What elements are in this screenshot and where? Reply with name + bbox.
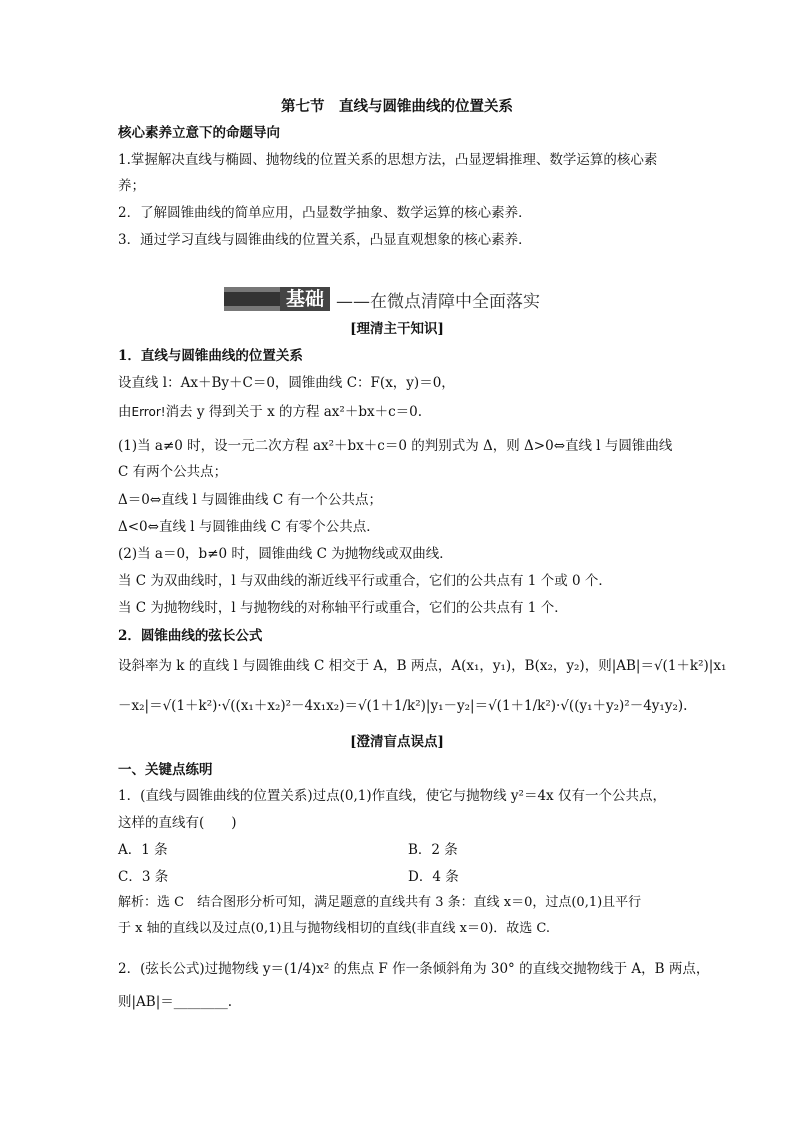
goal-line-2: 养； [118,178,145,194]
k1-line-4: C 有两个公共点； [118,464,228,480]
banner-decoration [224,287,280,311]
k1-line-8: 当 C 为双曲线时，l 与双曲线的渐近线平行或重合，它们的公共点有 1 个或 0 个． [118,573,612,589]
goal-line-3: 2．了解圆锥曲线的简单应用，凸显数学抽象、数学运算的核心素养． [118,205,532,221]
k1-line-1: 设直线 l：Ax＋By＋C＝0，圆锥曲线 C：F(x，y)＝0， [118,375,455,391]
banner-main: 基础 [280,287,330,311]
q1-line-1: 1．(直线与圆锥曲线的位置关系)过点(0,1)作直线，使它与抛物线 y²＝4x 仅有一个公共点， [118,788,666,804]
q1-option-b: B．2 条 [408,842,458,858]
k2-title: 2．圆锥曲线的弦长公式 [118,628,263,644]
part1-heading: 一、关键点练明 [118,762,213,778]
page-title: 第七节 直线与圆锥曲线的位置关系 [281,98,513,115]
banner-sub: ——在微点清障中全面落实 [336,291,541,312]
error-text: Error! [131,405,166,419]
q1-solution-1: 解析：选 C 结合图形分析可知，满足题意的直线共有 3 条：直线 x＝0，过点(0,1)且平行 [118,895,642,910]
q2-line-2: 则|AB|＝________. [118,994,233,1010]
k1-line-9: 当 C 为抛物线时，l 与抛物线的对称轴平行或重合，它们的公共点有 1 个． [118,600,568,616]
k1-line-2-text: 消去 y 得到关于 x 的方程 ax²＋bx＋c＝0. [165,404,423,420]
q1-line-2: 这样的直线有( ) [118,815,237,831]
goal-line-1: 1.掌握解决直线与椭圆、抛物线的位置关系的思想方法，凸显逻辑推理、数学运算的核心素 [118,152,658,168]
subheading-clarify: [澄清盲点误点] [350,734,444,750]
section-heading: 核心素养立意下的命题导向 [118,125,280,141]
k2-line-1: 设斜率为 k 的直线 l 与圆锥曲线 C 相交于 A，B 两点，A(x₁，y₁)，B(x₂，y₂)，则|AB|＝√(1＋k²)|x₁ [118,658,727,674]
goal-line-4: 3．通过学习直线与圆锥曲线的位置关系，凸显直观想象的核心素养． [118,232,532,248]
k1-prefix: 由 [118,404,132,420]
q1-option-c: C．3 条 [118,869,169,885]
k1-line-7: (2)当 a＝0，b≠0 时，圆锥曲线 C 为抛物线或双曲线． [118,546,453,562]
k1-line-3: (1)当 a≠0 时，设一元二次方程 ax²＋bx＋c＝0 的判别式为 Δ，则 Δ>0⇔直线 l 与圆锥曲线 [118,438,673,454]
subheading-knowledge: [理清主干知识] [350,321,444,337]
q1-option-a: A．1 条 [118,842,168,858]
q2-line-1: 2．(弦长公式)过抛物线 y＝(1/4)x² 的焦点 F 作一条倾斜角为 30° 的直线交抛物线于 A，B 两点， [118,961,710,977]
section-banner [224,285,540,313]
k2-line-2: －x₂|＝√(1＋k²)·√((x₁＋x₂)²－4x₁x₂)＝√(1＋1/k²)|y₁－y₂|＝√(1＋1/k²)·√((y₁＋y₂)²－4y₁y₂). [118,698,688,714]
k1-title: 1．直线与圆锥曲线的位置关系 [118,348,303,364]
k1-line-5: Δ＝0⇔直线 l 与圆锥曲线 C 有一个公共点； [118,492,382,508]
q1-option-d: D．4 条 [408,869,459,885]
k1-line-6: Δ<0⇔直线 l 与圆锥曲线 C 有零个公共点． [118,519,380,535]
k1-line-2 [118,402,422,422]
q1-solution-2: 于 x 轴的直线以及过点(0,1)且与抛物线相切的直线(非直线 x＝0)．故选 C. [118,921,551,936]
